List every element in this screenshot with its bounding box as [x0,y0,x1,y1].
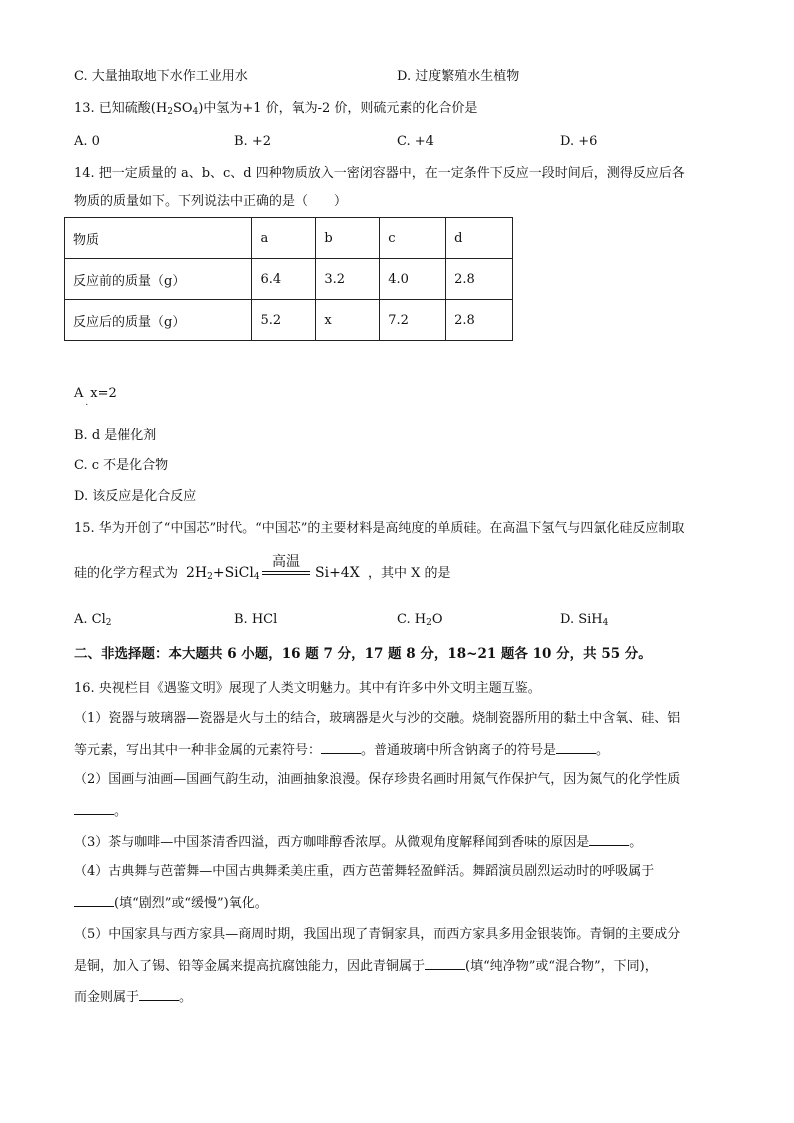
q12-option-c: C. 大量抽取地下水作工业用水 [74,69,248,84]
q13-option-a: A. 0 [74,134,100,149]
q16-part4-line1: （4）古典舞与芭蕾舞—中国古典舞柔美庄重，西方芭蕾舞轻盈鲜活。舞蹈演员剧烈运动时的呼吸属于 [74,864,655,879]
section-heading: 二、非选择题：本大题共 6 小题，16 题 7 分，17 题 8 分，18~21 题各 10 分，共 55 分。 [74,646,652,662]
table-header-cell: c [380,218,446,259]
q12-option-d: D. 过度繁殖水生植物 [397,69,520,84]
answer-blank[interactable] [589,833,629,846]
table-row [65,300,513,341]
table-header-cell: b [316,218,380,259]
q16-part4-line2: (填“剧烈”或“缓慢”)氧化。 [74,894,268,913]
q15-stem-line1: 15. 华为开创了“中国芯”时代。“中国芯”的主要材料是高纯度的单质硅。在高温下氢气与四氯化硅反应制取 [74,521,685,536]
answer-blank[interactable] [74,802,114,815]
q15-option-a: A. $Cl_2$ [74,612,112,628]
q16-part5-line1: （5）中国家具与西方家具—商周时期，我国出现了青铜家具，而西方家具多用金银装饰。青铜的主要成分 [74,927,681,942]
mass-table [64,217,513,341]
q16-part5-line2: 是铜，加入了锡、铅等金属来提高抗腐蚀能力，因此青铜属于 (填“纯净物”或“混合物”，下同)， [74,959,658,974]
q15-option-b: B. HCl [234,612,278,627]
q15-option-d: D. SiH$_4$ [560,612,609,628]
q14-stem-line1: 14. 把一定质量的 a、b、c、d 四种物质放入一密闭容器中，在一定条件下反应一段时间后，测得反应后各 [74,166,685,181]
q14-option-c: C. c 不是化合物 [74,458,169,473]
equation-double-bar-top [262,571,310,572]
answer-blank[interactable] [74,894,114,907]
q16-part1-line2: 等元素，写出其中一种非金属的元素符号： 。普通玻璃中所含钠离子的符号是 。 [74,743,610,758]
q13-stem: 13. 已知硫酸$(H_2SO_4)$中氢为+1 价，氧为-2 价，则硫元素的化合价是 [74,101,478,117]
answer-blank[interactable] [556,741,596,754]
answer-blank[interactable] [139,988,179,1001]
q15-option-c: C. $H_2O$ [397,612,443,628]
q14-option-a: $A_.x=2$ [74,386,117,408]
table-header-row [65,218,513,259]
table-header-cell: d [446,218,513,259]
table-header-cell: a [252,218,316,259]
q16-stem: 16. 央视栏目《遇鉴文明》展现了人类文明魅力。其中有许多中外文明主题互鉴。 [74,681,541,696]
q16-part2-line2: 。 [74,802,127,821]
q15-stem-pre: 硅的化学方程式为 [74,566,179,581]
table-cell: 反应后的质量（g） [65,300,252,341]
answer-blank[interactable] [321,741,361,754]
table-cell: 3.2 [316,259,380,300]
answer-blank[interactable] [425,957,465,970]
table-cell: x [316,300,380,341]
table-cell: 7.2 [380,300,446,341]
q13-option-c: C. +4 [397,134,434,149]
q14-stem-line2: 物质的质量如下。下列说法中正确的是（ ） [74,194,348,209]
chemical-equation-left: $2H_2+SiCl_4$ [186,565,260,582]
table-cell: 2.8 [446,300,513,341]
chemical-equation-right: Si+4X [315,565,360,581]
q15-stem-post: ，其中 X 的是 [368,566,451,581]
reaction-condition: 高温 [272,554,300,570]
q14-option-d: D. 该反应是化合反应 [74,489,197,504]
table-cell: 5.2 [252,300,316,341]
table-cell: 6.4 [252,259,316,300]
q16-part5-line3: 而金则属于 。 [74,990,193,1005]
q16-part1-line1: （1）瓷器与玻璃器—瓷器是火与土的结合，玻璃器是火与沙的交融。烧制瓷器所用的黏土中含氧、硅、铝 [74,711,681,726]
q16-part2-line1: （2）国画与油画—国画气韵生动，油画抽象浪漫。保存珍贵名画时用氮气作保护气，因为氮气的化学性质 [74,772,681,787]
q14-option-b: B. d 是催化剂 [74,428,157,443]
table-cell: 2.8 [446,259,513,300]
equation-double-bar-bottom [262,574,310,575]
q13-option-b: B. +2 [234,134,271,149]
table-header-cell: 物质 [65,218,252,259]
table-cell: 反应前的质量（g） [65,259,252,300]
q16-part3: （3）茶与咖啡—中国茶清香四溢，西方咖啡醇香浓厚。从微观角度解释闻到香味的原因是 。 [74,835,643,850]
table-row [65,259,513,300]
q13-option-d: D. +6 [560,134,598,149]
table-cell: 4.0 [380,259,446,300]
